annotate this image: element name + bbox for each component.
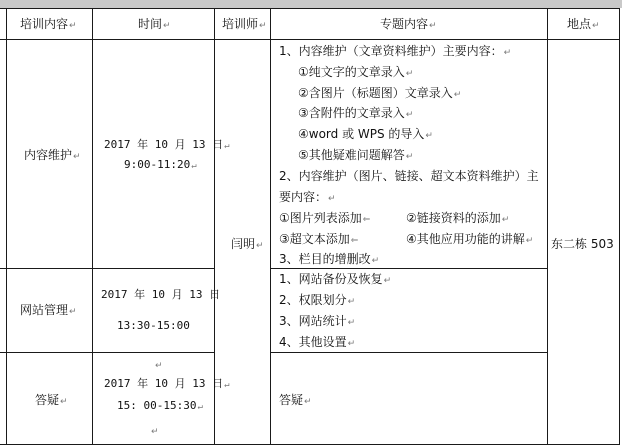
- table-border-right: [619, 8, 620, 445]
- row3-blank-mark-top: ↵: [155, 361, 163, 371]
- topic-line: ③含附件的文章录入↵: [298, 106, 414, 120]
- row2-time: 13:30-15:00: [117, 319, 190, 332]
- table-border-top: [0, 8, 620, 9]
- row1-divider-left: [0, 268, 214, 269]
- header-trainer: 培训师↵: [222, 17, 267, 31]
- table-border-left: [6, 8, 7, 445]
- topic-line: ④其他应用功能的讲解↵: [406, 232, 534, 246]
- topic-line: 2、内容维护（图片、链接、超文本资料维护）主: [279, 169, 539, 183]
- topic-line: ④word 或 WPS 的导入↵: [298, 127, 433, 141]
- row2-content: 网站管理↵: [20, 303, 77, 317]
- row3-time: 15: 00-15:30↵: [117, 399, 203, 412]
- topic-line: ⑤其他疑难问题解答↵: [298, 148, 414, 162]
- topic-line: 2、权限划分↵: [279, 293, 356, 307]
- topic-line: 3、栏目的增删改↵: [279, 252, 380, 266]
- topic-line: ②含图片（标题图）文章录入↵: [298, 86, 462, 100]
- col-divider-4: [547, 8, 548, 445]
- row1-content: 内容维护↵: [24, 148, 81, 162]
- header-topic: 专题内容↵: [380, 17, 437, 31]
- header-time: 时间↵: [138, 17, 171, 31]
- topic-line: ①图片列表添加⇐: [279, 211, 371, 225]
- topic-line: ③超文本添加⇐: [279, 232, 359, 246]
- row2-date: 2017 年 10 月 13 日: [101, 288, 221, 301]
- topic-line: 4、其他设置↵: [279, 335, 356, 349]
- header-content: 培训内容↵: [20, 17, 77, 31]
- row1-time: 9:00-11:20↵: [124, 158, 197, 171]
- row2-divider-left: [0, 352, 214, 353]
- topic-line: 1、网站备份及恢复↵: [279, 272, 392, 286]
- col-divider-3: [270, 8, 271, 445]
- location-value: 东二栋 503: [551, 237, 614, 251]
- top-border-strip: [0, 0, 622, 8]
- topic-line: 3、网站统计↵: [279, 314, 356, 328]
- row2-divider-topic: [270, 352, 547, 353]
- table-border-bottom: [0, 444, 620, 445]
- trainer-name: 闫明↵: [231, 237, 264, 251]
- row3-date: 2017 年 10 月 13 日↵: [104, 377, 230, 390]
- header-divider: [0, 39, 620, 40]
- topic-line: 要内容：↵: [279, 190, 336, 204]
- topic-line: ①纯文字的文章录入↵: [298, 65, 414, 79]
- header-location: 地点↵: [567, 17, 600, 31]
- row3-blank-mark-bottom: ↵: [151, 427, 159, 437]
- topic-line: 1、内容维护（文章资料维护）主要内容：↵: [279, 44, 512, 58]
- row1-date: 2017 年 10 月 13 日↵: [104, 138, 230, 151]
- topic-line: ②链接资料的添加↵: [406, 211, 510, 225]
- col-divider-1: [92, 8, 93, 445]
- row3-topic: 答疑↵: [279, 393, 312, 407]
- row3-content: 答疑↵: [35, 393, 68, 407]
